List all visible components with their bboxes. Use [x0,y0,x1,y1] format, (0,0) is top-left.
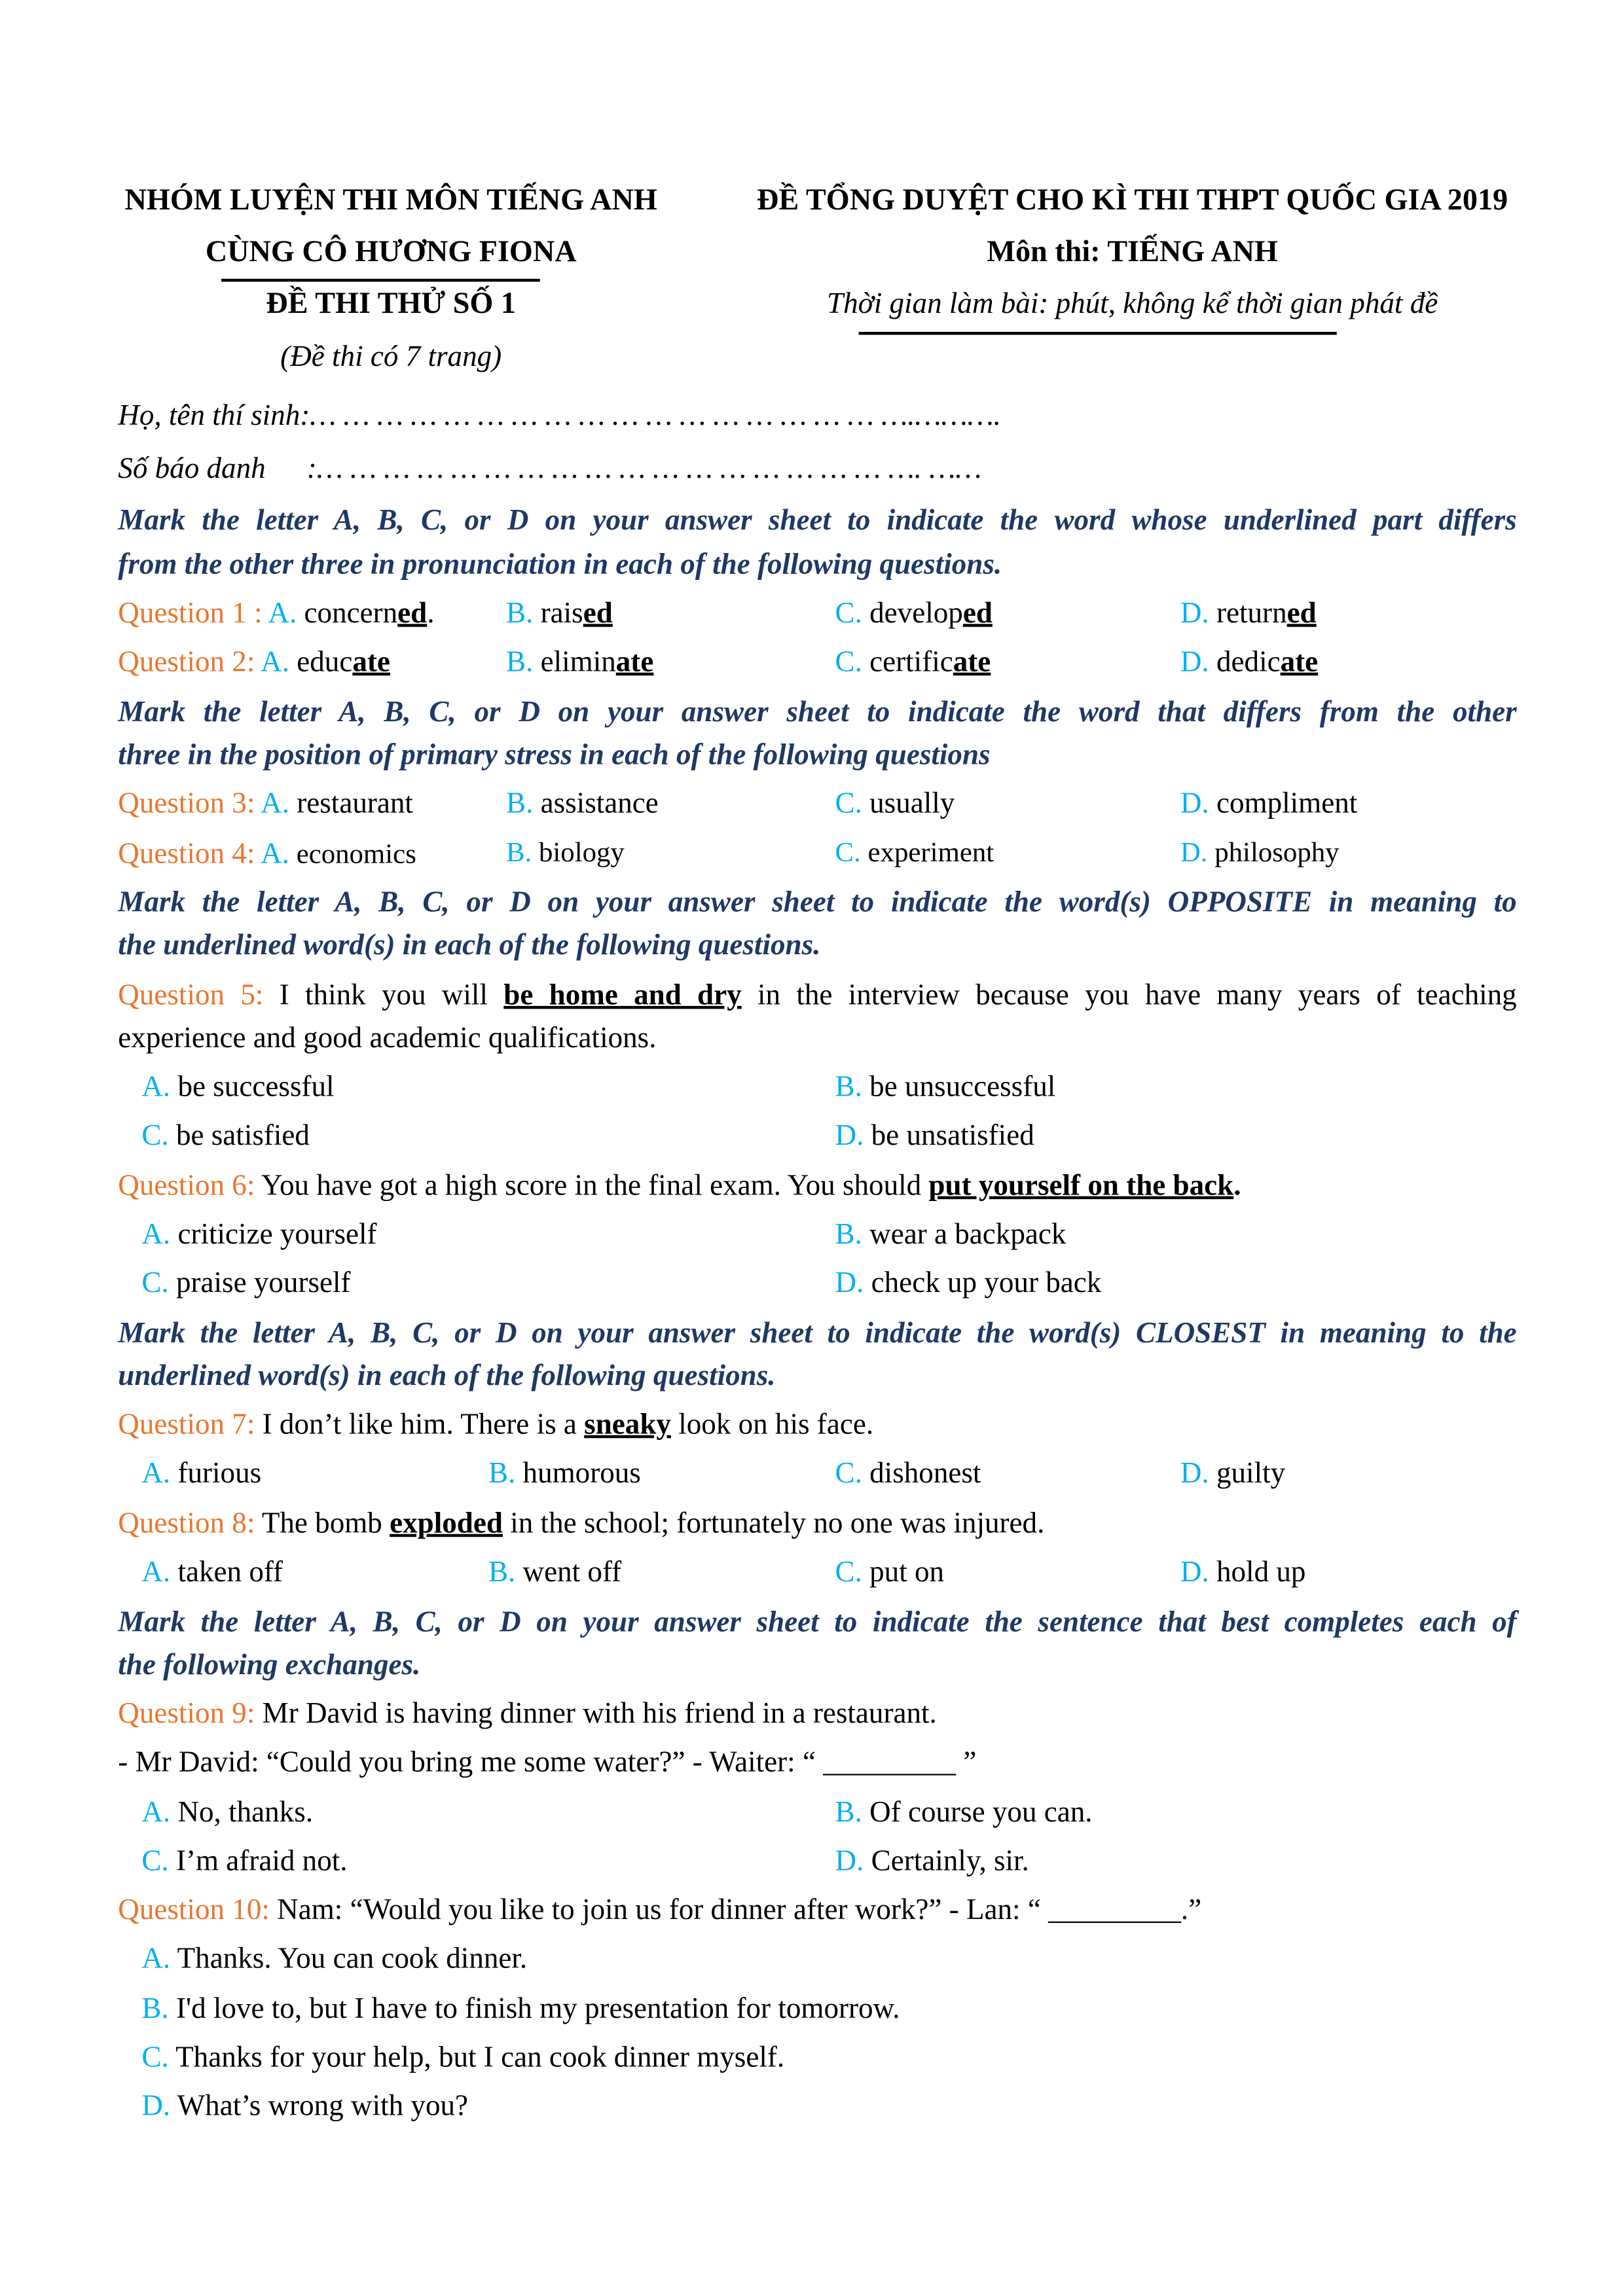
underlined-text: ate [615,646,654,679]
q9-option-a[interactable] [141,1795,313,1831]
option-letter: A. [261,838,289,870]
option-letter: C. [835,838,861,869]
text: You have got a high score in the final exam. You should [261,1170,929,1202]
q10-option-b[interactable] [141,1991,900,2026]
q10-option-c[interactable] [141,2040,784,2075]
option-letter: B. [505,787,534,821]
text: humorous [522,1457,641,1490]
text: be satisfied [175,1119,310,1153]
underlined-text: sneaky [584,1408,671,1441]
text: be successful [177,1071,335,1103]
instruction-2-line1: Mark the letter A, B, C, or D on your answer sheet to indicate the word that differs from the other [118,696,1517,729]
text: assistance [540,787,659,821]
candidate-name-field[interactable] [118,398,1001,433]
question-5 [118,978,1516,1013]
option-letter: D. [835,1266,864,1300]
q2-option-b[interactable] [506,645,653,680]
option-letter: C. [141,2041,169,2074]
text: certific [869,646,953,679]
q5-option-a[interactable] [141,1069,334,1105]
question-label: Question 8: [118,1507,262,1540]
q1-option-b[interactable] [506,596,613,631]
header-divider-right [859,332,1337,335]
q9-option-c[interactable] [141,1844,347,1879]
q6-option-c[interactable] [141,1266,350,1301]
question-label: Question 1 : [118,597,268,630]
text: I don’t like him. There is a [262,1408,585,1441]
option-letter: C. [141,1119,169,1153]
id-label: Số báo danh [118,452,266,486]
q3-option-d[interactable] [1180,786,1357,821]
q6-option-b[interactable] [835,1217,1067,1252]
option-letter: A. [141,1556,171,1589]
text: usually [869,787,955,821]
option-letter: D. [1180,1457,1209,1490]
text: dedic [1216,646,1281,679]
text: Certainly, sir. [871,1845,1029,1878]
q10-option-d[interactable] [141,2089,468,2124]
question-label: Question 7: [118,1408,263,1441]
name-label: Họ, tên thí sinh: [118,399,310,433]
text: in the school; fortunately no one was injured. [502,1507,1045,1540]
q2-option-c[interactable] [835,645,991,680]
underlined-text: ed [962,597,993,630]
text: philosophy [1214,838,1340,869]
text: Thanks for your help, but I can cook dinner myself. [175,2041,785,2074]
instruction-3-line1: Mark the letter A, B, C, or D on your answer sheet to indicate the word(s) OPPOSITE in meaning to [118,886,1517,919]
text: put on [869,1556,945,1589]
q9-option-d[interactable] [835,1844,1029,1879]
question-label: Question 10: [118,1893,278,1927]
text: The bomb [261,1507,390,1540]
q6-option-a[interactable] [141,1217,376,1252]
text: be unsatisfied [871,1119,1034,1153]
option-letter: B. [488,1556,516,1589]
q8-option-b[interactable] [488,1554,621,1590]
text: wear a backpack [869,1218,1067,1251]
text: rais [540,597,583,630]
question-8 [118,1506,1044,1541]
option-letter: B. [835,1796,862,1829]
option-letter: B. [141,1992,169,2026]
option-letter: D. [1180,787,1209,821]
instruction-5-line2: the following exchanges. [118,1649,421,1682]
option-letter: A. [261,787,289,821]
underlined-text: ed [397,597,428,630]
q1-option-d[interactable] [1180,596,1317,631]
q2-option-d[interactable] [1180,645,1318,680]
question-label: Question 5: [118,979,280,1012]
text: in the interview because you have many years of teaching [741,979,1517,1012]
subject: Môn thi: TIẾNG ANH [987,236,1278,269]
option-letter: A. [261,646,289,679]
underlined-text: ate [953,646,991,679]
option-letter: A. [141,1796,171,1829]
question-3 [118,786,413,821]
text: compliment [1216,787,1358,821]
text: praise yourself [175,1266,351,1300]
q7-option-d[interactable] [1180,1456,1285,1491]
q4-option-d[interactable] [1180,836,1340,872]
underlined-text: ed [583,597,613,630]
question-2 [118,645,390,680]
q5-option-d[interactable] [835,1118,1034,1153]
text: guilty [1216,1457,1286,1490]
q8-option-d[interactable] [1180,1554,1306,1590]
question-label: Question 6: [118,1170,261,1202]
question-5-line2: experience and good academic qualifications. [118,1022,657,1055]
candidate-id-field[interactable] [118,452,981,487]
text: What’s wrong with you? [177,2090,469,2123]
q9-option-b[interactable] [835,1795,1093,1831]
option-letter: A. [141,1457,171,1490]
text: criticize yourself [177,1218,377,1251]
question-1 [118,596,434,631]
question-4 [118,836,416,873]
underlined-text: exploded [390,1507,503,1540]
q4-option-c[interactable] [835,836,994,872]
text: concern [304,597,398,630]
text: No, thanks. [177,1796,314,1829]
q6-option-d[interactable] [835,1266,1102,1301]
q7-option-a[interactable] [141,1456,261,1491]
text: Of course you can. [869,1796,1093,1829]
test-number: ĐỀ THI THỬ SỐ 1 [266,287,517,321]
instruction-5-line1: Mark the letter A, B, C, or D on your answer sheet to indicate the sentence that best completes each of [118,1606,1517,1639]
option-letter: C. [835,1556,862,1589]
underlined-text: ed [1286,597,1317,630]
text: check up your back [871,1266,1102,1300]
q4-option-b[interactable] [506,836,625,872]
instruction-4-line2: underlined word(s) in each of the following questions. [118,1359,776,1393]
option-letter: C. [141,1266,169,1300]
question-7 [118,1407,873,1443]
option-letter: D. [1180,1556,1209,1589]
text: taken off [177,1556,283,1589]
option-letter: C. [835,787,862,821]
q7-option-b[interactable] [488,1456,641,1491]
instruction-1-line2: from the other three in pronunciation in each of the following questions. [118,548,1002,581]
option-letter: C. [835,646,862,679]
q7-option-c[interactable] [835,1456,981,1491]
option-letter: D. [1180,597,1209,630]
text: hold up [1216,1556,1306,1589]
option-letter: B. [835,1218,862,1251]
text: Nam: “Would you like to join us for dinner after work?” - Lan: “ _________.” [277,1893,1202,1927]
option-letter: B. [505,646,534,679]
question-9 [118,1696,937,1732]
option-letter: D. [1180,838,1208,869]
text: went off [522,1556,622,1589]
text: I think you will [279,979,504,1012]
underlined-text: be home and dry [503,979,742,1012]
underlined-text: put yourself on the back [928,1170,1234,1202]
text: elimin [540,646,616,679]
text: look on his face. [670,1408,874,1441]
underlined-text: ate [352,646,390,679]
text: biology [538,838,625,869]
text: return [1216,597,1287,630]
option-letter: D. [141,2090,171,2123]
name-dots: … … … … … … … … … … … … … … … … … ….………. [310,399,1001,433]
question-6 [118,1168,1241,1204]
text: educ [297,646,353,679]
text: . [427,597,435,630]
group-title: NHÓM LUYỆN THI MÔN TIẾNG ANH [124,184,657,217]
option-letter: D. [835,1119,864,1153]
text: I’m afraid not. [175,1845,348,1878]
underlined-text: ate [1280,646,1319,679]
q5-option-c[interactable] [141,1118,310,1153]
text: restaurant [297,787,413,821]
option-letter: C. [835,597,862,630]
option-letter: A. [268,597,297,630]
text: economics [296,839,416,870]
option-letter: D. [835,1845,864,1878]
q5-option-b[interactable] [835,1069,1056,1105]
q1-option-c[interactable] [835,596,993,631]
id-dots: :… … … … … … … … … … … … … … … … … …. …… [306,452,982,486]
instruction-1-line1: Mark the letter A, B, C, or D on your answer sheet to indicate the word whose underlined part differs [118,504,1517,537]
header-divider [221,279,540,282]
instruction-2-line2: three in the position of primary stress in each of the following questions [118,739,991,772]
option-letter: B. [488,1457,516,1490]
option-letter: C. [141,1845,169,1878]
teacher-name: CÙNG CÔ HƯƠNG FIONA [205,236,577,269]
text: Thanks. You can cook dinner. [177,1942,528,1975]
question-label: Question 3: [118,787,261,821]
q10-option-a[interactable] [141,1941,527,1977]
q3-option-b[interactable] [506,786,659,821]
instruction-3-line2: the underlined word(s) in each of the following questions. [118,929,821,962]
option-letter: A. [141,1942,171,1975]
question-label: Question 2: [118,646,261,679]
option-letter: B. [835,1071,862,1103]
question-9-dialogue: - Mr David: “Could you bring me some water?” - Waiter: “ _________ ” [118,1746,977,1779]
text: . [1233,1170,1241,1202]
question-10 [118,1892,1201,1928]
text: Mr David is having dinner with his friend in a restaurant. [262,1697,937,1731]
page-count: (Đề thi có 7 trang) [280,340,502,374]
time-note: Thời gian làm bài: phút, không kể thời gian phát đề [827,287,1438,321]
q8-option-a[interactable] [141,1554,283,1590]
option-letter: C. [835,1457,862,1490]
option-letter: B. [505,597,534,630]
question-label: Question 9: [118,1697,263,1731]
exam-title: ĐỀ TỔNG DUYỆT CHO KÌ THI THPT QUỐC GIA 2019 [757,184,1508,217]
option-letter: A. [141,1218,171,1251]
text: develop [869,597,963,630]
instruction-4-line1: Mark the letter A, B, C, or D on your answer sheet to indicate the word(s) CLOSEST in meaning to the [118,1317,1517,1350]
q3-option-c[interactable] [835,786,955,821]
option-letter: D. [1180,646,1209,679]
option-letter: A. [141,1071,171,1103]
text: be unsuccessful [869,1071,1056,1103]
text: experiment [867,838,994,869]
text: dishonest [869,1457,981,1490]
option-letter: B. [505,838,532,869]
question-label: Question 4: [118,838,261,870]
q8-option-c[interactable] [835,1554,945,1590]
text: furious [177,1457,262,1490]
text: I'd love to, but I have to finish my presentation for tomorrow. [175,1992,900,2026]
